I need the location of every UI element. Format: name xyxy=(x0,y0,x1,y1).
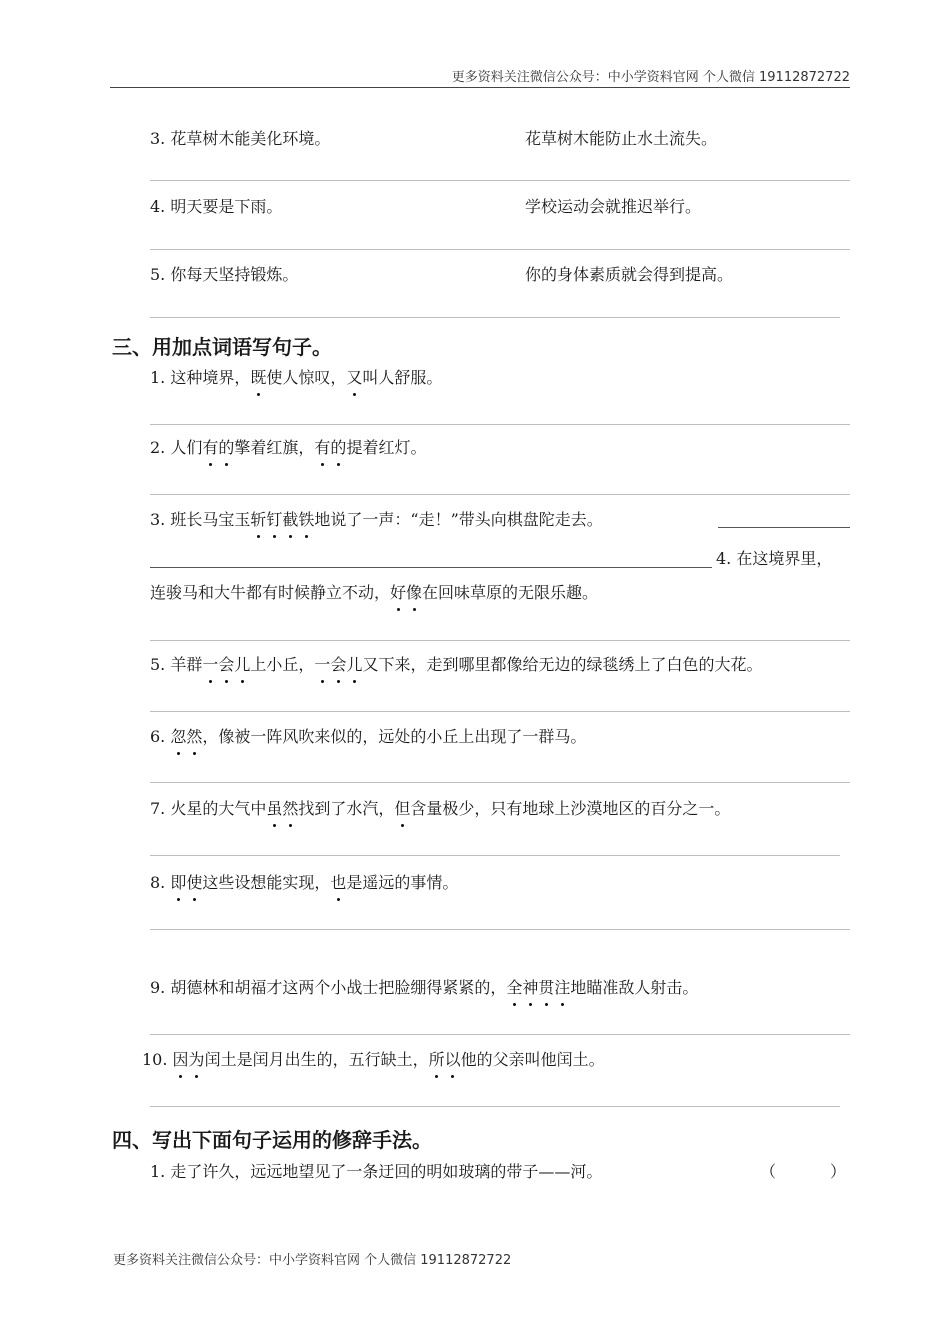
s2-item4-answer-line[interactable] xyxy=(150,249,850,250)
s3-item3: 3. 班长马宝玉斩钉截铁地说了一声：“走！”带头向棋盘陀走去。 xyxy=(150,510,603,529)
s4-item1-paren-close: ） xyxy=(830,1162,847,1181)
s3-item4-cont: 连骏马和大牛都有时候静立不动，好像在回味草原的无限乐趣。 xyxy=(150,583,599,602)
s2-item5-answer-line[interactable] xyxy=(150,317,840,318)
s4-item1: 1. 走了许久，远远地望见了一条迂回的明如玻璃的带子——河。 xyxy=(150,1162,603,1181)
s4-item1-answer-blank[interactable] xyxy=(780,1180,830,1181)
s3-item4-answer-line[interactable] xyxy=(150,640,850,641)
s3-item1: 1. 这种境界，既使人惊叹，又叫人舒服。 xyxy=(150,368,443,387)
s2-item4-right: 学校运动会就推迟举行。 xyxy=(525,197,702,216)
s2-item3-right: 花草树木能防止水土流失。 xyxy=(525,129,718,148)
s3-item5-answer-line[interactable] xyxy=(150,711,850,712)
s3-item6-answer-line[interactable] xyxy=(150,782,850,783)
s3-item7: 7. 火星的大气中虽然找到了水汽，但含量极少，只有地球上沙漠地区的百分之一。 xyxy=(150,799,731,818)
s3-item7-answer-line[interactable] xyxy=(150,855,840,856)
s3-item8-answer-line[interactable] xyxy=(150,929,850,930)
page-footer: 更多资料关注微信公众号：中小学资料官网 个人微信 19112872722 xyxy=(113,1253,512,1268)
s3-item2-answer-line[interactable] xyxy=(150,494,850,495)
section3-title: 三、用加点词语写句子。 xyxy=(112,335,332,359)
s4-item1-paren-open: （ xyxy=(760,1162,777,1181)
s3-item1-answer-line[interactable] xyxy=(150,424,850,425)
s3-item2: 2. 人们有的擎着红旗，有的提着红灯。 xyxy=(150,438,427,457)
s3-item3-inline-blank[interactable] xyxy=(718,527,850,528)
s2-item3-answer-line[interactable] xyxy=(150,180,850,181)
s3-item10: 10. 因为闰土是闰月出生的，五行缺土，所以他的父亲叫他闰土。 xyxy=(142,1050,605,1069)
s3-item9-answer-line[interactable] xyxy=(150,1034,850,1035)
page-header: 更多资料关注微信公众号：中小学资料官网 个人微信 19112872722 xyxy=(451,70,850,85)
s3-item6: 6. 忽然，像被一阵风吹来似的，远处的小丘上出现了一群马。 xyxy=(150,727,587,746)
s2-item5-right: 你的身体素质就会得到提高。 xyxy=(525,265,734,284)
s3-item3-answer-line[interactable] xyxy=(150,567,712,568)
header-divider xyxy=(110,87,850,88)
s3-item5: 5. 羊群一会儿上小丘，一会儿又下来，走到哪里都像给无边的绿毯绣上了白色的大花。 xyxy=(150,655,763,674)
s3-item9: 9. 胡德林和胡福才这两个小战士把脸绷得紧紧的，全神贯注地瞄准敌人射击。 xyxy=(150,978,699,997)
s3-item10-answer-line[interactable] xyxy=(150,1106,840,1107)
s3-item8: 8. 即使这些设想能实现，也是遥远的事情。 xyxy=(150,873,459,892)
s2-item3-left: 3. 花草树木能美化环境。 xyxy=(150,129,331,148)
s3-item4-start: 4. 在这境界里， xyxy=(716,549,833,568)
s2-item5-left: 5. 你每天坚持锻炼。 xyxy=(150,265,299,284)
section4-title: 四、写出下面句子运用的修辞手法。 xyxy=(112,1128,432,1152)
s2-item4-left: 4. 明天要是下雨。 xyxy=(150,197,283,216)
